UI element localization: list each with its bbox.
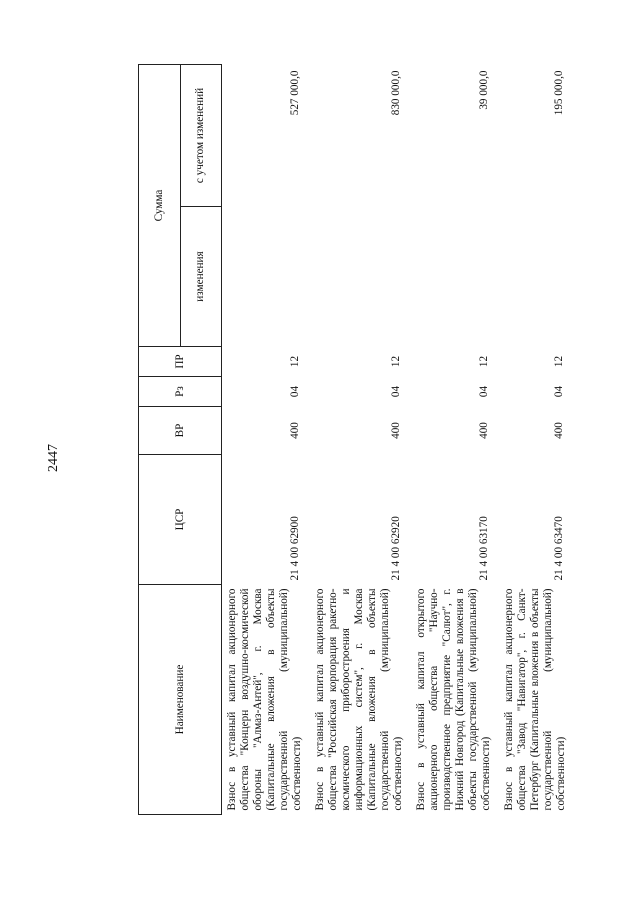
row-rz: 04: [289, 385, 301, 398]
header-vr: ВР: [139, 407, 222, 455]
row-rz: 04: [553, 385, 565, 398]
row-vr: 400: [289, 422, 301, 439]
row-csr: 21 4 00 62900: [289, 516, 301, 581]
row-csr: 21 4 00 63470: [553, 516, 565, 581]
row-pr: 12: [289, 355, 301, 368]
row-changes: [411, 207, 499, 347]
table-row: [411, 65, 499, 815]
row-name: Взнос в уставный капитал акционерного общества "Завод "Навигатор", г. Санкт-Петербург (Капитальные вложения в объекты государственной (муниципальной) собственности): [503, 588, 567, 811]
header-sum: Сумма: [139, 65, 181, 347]
table-row: [499, 65, 574, 815]
row-changes: [222, 207, 311, 347]
page-number: 2447: [46, 444, 61, 472]
row-changes: [499, 207, 574, 347]
header-rz: Рз: [139, 377, 222, 407]
header-csr: ЦСР: [139, 455, 222, 585]
row-pr: 12: [390, 355, 402, 368]
row-vr: 400: [478, 422, 490, 439]
row-rz: 04: [390, 385, 402, 398]
budget-table: [138, 64, 574, 815]
table-row: [222, 65, 311, 815]
row-with-changes: 527 000,0: [289, 70, 301, 116]
row-pr: 12: [553, 355, 565, 368]
table-row: [310, 65, 411, 815]
row-csr: 21 4 00 63170: [478, 516, 490, 581]
row-name: Взнос в уставный капитал акционерного общества "Концерн воздушно-космической обороны "Алмаз-Антей", г. Москва (Капитальные вложения в объекты государственной (муниципальной) собственности): [226, 588, 303, 811]
row-with-changes: 39 000,0: [478, 70, 490, 110]
row-rz: 04: [478, 385, 490, 398]
row-name: Взнос в уставный капитал акционерного общества "Российская корпорация ракетно-космического приборостроения и информационных систем", г. Москва (Капитальные вложения в объекты государственной (муниципальной) собственности): [314, 588, 404, 811]
row-csr: 21 4 00 62920: [390, 516, 402, 581]
row-pr: 12: [478, 355, 490, 368]
header-with-changes: с учетом изменений: [180, 65, 222, 207]
row-vr: 400: [553, 422, 565, 439]
row-with-changes: 195 000,0: [553, 70, 565, 116]
row-changes: [310, 207, 411, 347]
row-with-changes: 830 000,0: [390, 70, 402, 116]
row-name: Взнос в уставный капитал открытого акционерного общества "Научно-производственное предприятие "Салют", г. Нижний Новгород (Капитальные вложения в объекты государственной (муниципальной) собственности): [415, 588, 492, 811]
header-changes: изменения: [180, 207, 222, 347]
header-name: Наименование: [139, 585, 222, 815]
budget-table-sheet: [138, 65, 608, 815]
row-vr: 400: [390, 422, 402, 439]
header-pr: ПР: [139, 347, 222, 377]
